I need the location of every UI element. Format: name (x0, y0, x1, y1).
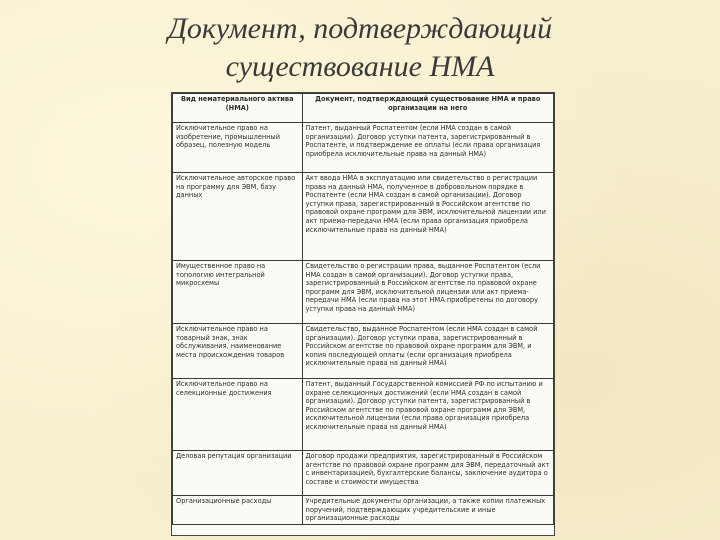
slide-title (0, 10, 720, 86)
cell-asset-type: Исключительное право на селекционные достижения (173, 379, 303, 451)
table-header-row (173, 94, 554, 123)
cell-document: Патент, выданный Роспатентом (если НМА создан в самой организации). Договор уступки патента, зарегистрированный в Роспатенте, и подтверждение ее оплаты (если права организация приобрела исключительные права на данный НМА) (302, 123, 553, 173)
table-row (173, 261, 554, 324)
cell-asset-type: Исключительное право на изобретение, промышленный образец, полезную модель (173, 123, 303, 173)
slide-title-line-2: существование НМА (225, 50, 495, 83)
nma-table (172, 93, 554, 525)
cell-asset-type: Исключительное авторское право на программу для ЭВМ, базу данных (173, 173, 303, 261)
cell-asset-type: Деловая репутация организации (173, 451, 303, 496)
header-asset-type: Вид нематериального актива (НМА) (173, 94, 303, 123)
cell-document: Свидетельство о регистрации права, выданное Роспатентом (если НМА создан в самой организации). Договор уступки права, зарегистрированный в Российском агентстве по правовой охране программ для ЭВМ, исключительной лицензии или акт приема-передачи НМА (если права на этот НМА приобретены по договору уступки права на данный НМА) (302, 261, 553, 324)
cell-document: Договор продажи предприятия, зарегистрированный в Российском агентстве по правовой охране программ для ЭВМ, передаточный акт с инвентаризацией, бухгалтерские балансы, заключение аудитора о составе и стоимости имущества (302, 451, 553, 496)
cell-document: Учредительные документы организации, а также копии платежных поручений, подтверждающих учредительские и иные организационные расходы (302, 496, 553, 525)
cell-asset-type: Организационные расходы (173, 496, 303, 525)
header-document: Документ, подтверждающий существование НМА и право организации на него (302, 94, 553, 123)
table-row (173, 496, 554, 525)
slide-title-line-1: Документ, подтверждающий (167, 12, 553, 45)
cell-asset-type: Имущественное право на топологию интегральной микросхемы (173, 261, 303, 324)
table-row (173, 451, 554, 496)
table-row (173, 173, 554, 261)
document-image (171, 92, 555, 536)
cell-document: Патент, выданный Государственной комиссией РФ по испытанию и охране селекционных достижений (если НМА создан в самой организации). Договор уступки патента, зарегистрированный в Российском агентстве по правовой охране программ для ЭВМ, исключительной лицензии (если права организация приобрела исключительные права на данный НМА) (302, 379, 553, 451)
cell-document: Акт ввода НМА в эксплуатацию или свидетельство о регистрации права на данный НМА, полученное в добровольном порядке в Роспатенте (если НМА создан в самой организации). Договор уступки права, зарегистрированный в Российском агентстве по правовой охране программ для ЭВМ, исключительной лицензии или акт приема-передачи НМА (если права организация приобрела исключительные права на данный НМА) (302, 173, 553, 261)
table-row (173, 379, 554, 451)
cell-document: Свидетельство, выданное Роспатентом (если НМА создан в самой организации). Договор уступки права, зарегистрированный в Российском агентстве по правовой охране программ для ЭВМ, и копия последующей оплаты (если организация приобрела исключительные права на данный НМА) (302, 324, 553, 379)
table-row (173, 123, 554, 173)
cell-asset-type: Исключительное право на товарный знак, знак обслуживания, наименование места происхождения товаров (173, 324, 303, 379)
table-row (173, 324, 554, 379)
